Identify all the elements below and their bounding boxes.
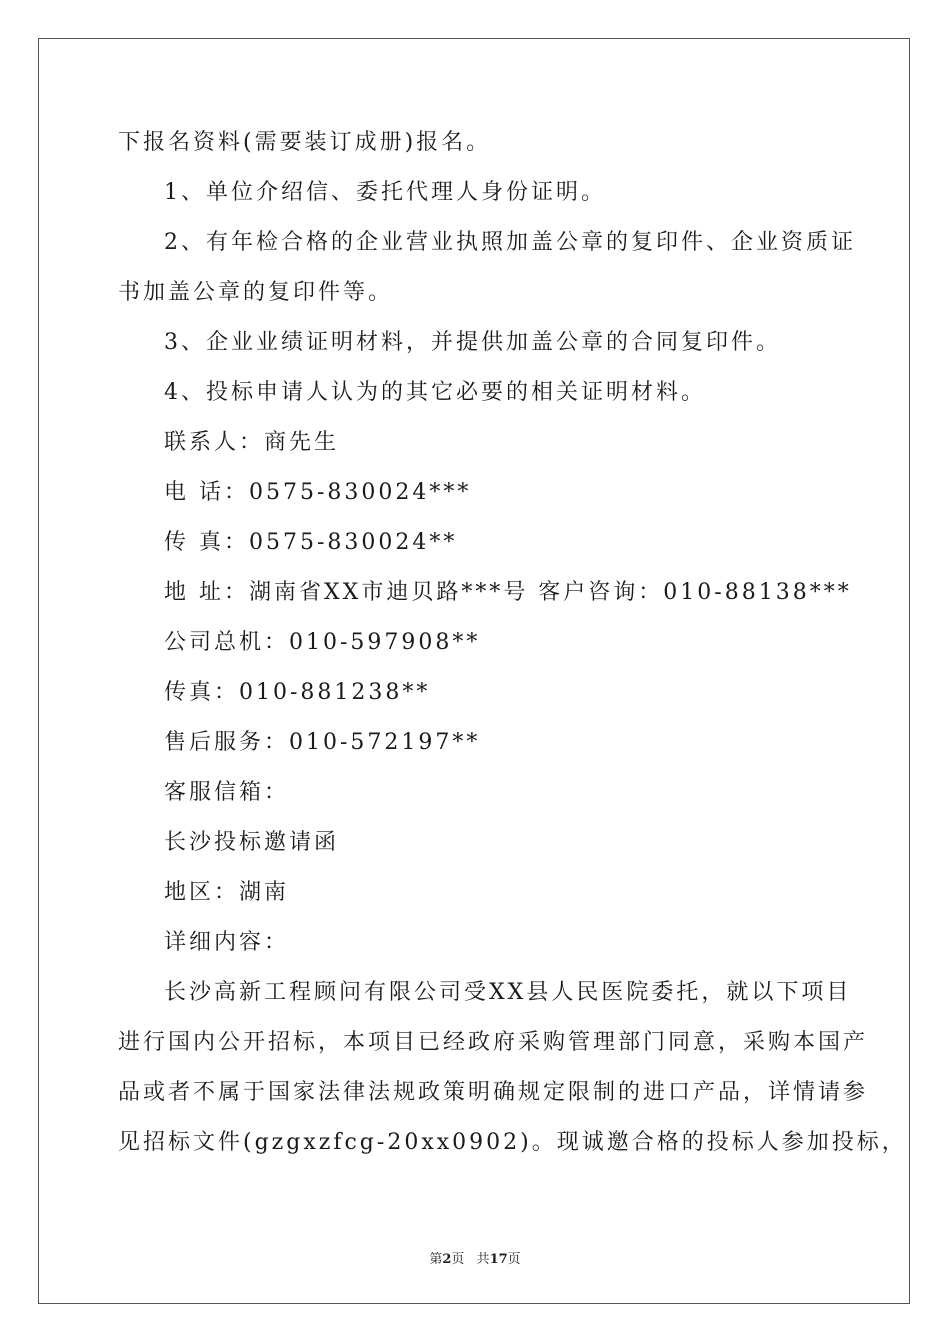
details-label: 详细内容：: [164, 930, 290, 955]
text-line: 书加盖公章的复印件等。: [118, 280, 394, 305]
text-line: 进行国内公开招标，本项目已经政府采购管理部门同意，采购本国产: [118, 1030, 869, 1055]
page-footer: [0, 1248, 950, 1267]
text-line: 品或者不属于国家法律法规政策明确规定限制的进口产品，详情请参: [118, 1080, 869, 1105]
text-line: 下报名资料(需要装订成册)报名。: [118, 130, 492, 155]
service-email-line: 客服信箱：: [164, 780, 290, 805]
after-sales-line: 售后服务：010-572197**: [164, 730, 481, 755]
address-line: 地 址：湖南省XX市迪贝路***号 客户咨询：010-88138***: [164, 580, 852, 605]
text-line: 3、企业业绩证明材料，并提供加盖公章的合同复印件。: [164, 330, 781, 355]
text-line: 1、单位介绍信、委托代理人身份证明。: [164, 180, 606, 205]
contact-person: 联系人：商先生: [164, 430, 340, 455]
fax-line-2: 传真：010-881238**: [164, 680, 431, 705]
section-title: 长沙投标邀请函: [164, 830, 340, 855]
text-line: 4、投标申请人认为的其它必要的相关证明材料。: [164, 380, 706, 405]
text-line: 2、有年检合格的企业营业执照加盖公章的复印件、企业资质证: [164, 230, 856, 255]
text-line: 长沙高新工程顾问有限公司受XX县人民医院委托，就以下项目: [164, 980, 852, 1005]
region-line: 地区：湖南: [164, 880, 290, 905]
total-pages-indicator: 共17页: [476, 1252, 521, 1267]
phone-line: 电 话：0575-830024***: [164, 480, 472, 505]
page-indicator: 第2页: [429, 1252, 465, 1267]
switchboard-line: 公司总机：010-597908**: [164, 630, 481, 655]
fax-line: 传 真：0575-830024**: [164, 530, 458, 555]
text-line: 见招标文件(gzgxzfcg-20xx0902)。现诚邀合格的投标人参加投标，: [118, 1130, 907, 1155]
